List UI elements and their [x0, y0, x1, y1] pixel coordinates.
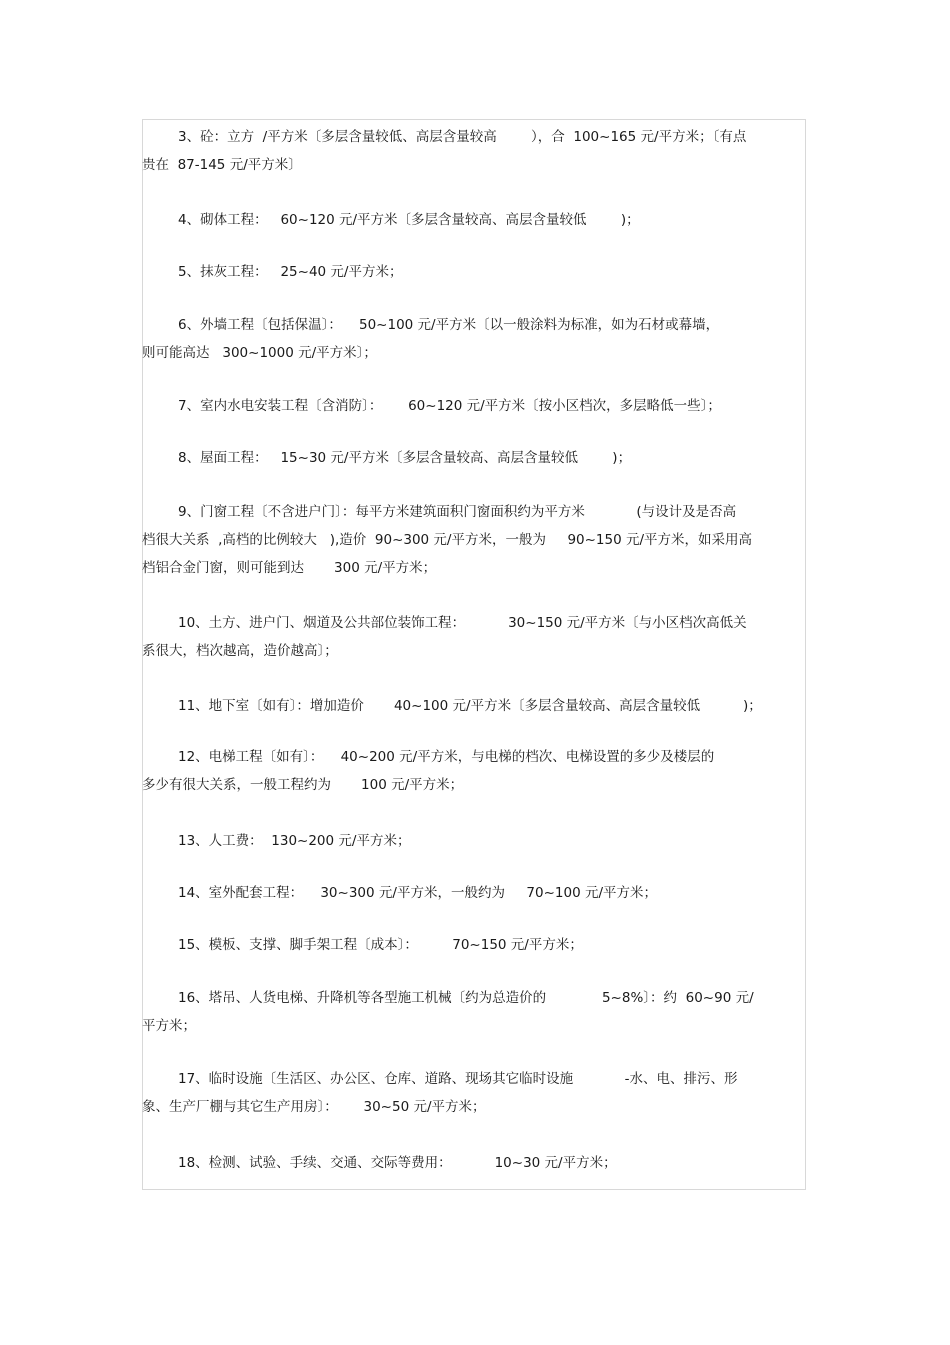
text-line: 4、砌体工程： 60~120 元/平方米〔多层含量较高、高层含量较低 )； [178, 212, 640, 228]
list-item [142, 692, 798, 720]
text-line: 多少有很大关系，一般工程约为 100 元/平方米； [142, 777, 464, 793]
list-item [142, 1149, 798, 1177]
list-item [142, 311, 798, 367]
text-line: 则可能高达 300~1000 元/平方米〕； [142, 345, 377, 361]
text-line: 10、土方、进户门、烟道及公共部位装饰工程： 30~150 元/平方米〔与小区档次高低关 [178, 615, 747, 631]
list-item [142, 392, 798, 420]
text-line: 6、外墙工程〔包括保温〕： 50~100 元/平方米〔以一般涂料为标准，如为石材或幕墙， [178, 317, 720, 333]
list-item [142, 827, 798, 855]
list-item [142, 931, 798, 959]
list-item [142, 258, 798, 286]
list-item [142, 984, 798, 1040]
list-item [142, 1065, 798, 1121]
list-item [142, 123, 798, 179]
text-line: 9、门窗工程〔不含进户门〕：每平方米建筑面积门窗面积约为平方米 (与设计及是否高 [178, 504, 737, 520]
text-line: 系很大，档次越高，造价越高〕； [142, 643, 338, 659]
text-line: 17、临时设施〔生活区、办公区、仓库、道路、现场其它临时设施 -水、电、排污、形 [178, 1071, 738, 1087]
text-line: 5、抹灰工程： 25~40 元/平方米； [178, 264, 403, 280]
text-line: 18、检测、试验、手续、交通、交际等费用： 10~30 元/平方米； [178, 1155, 617, 1171]
list-item [142, 444, 798, 472]
text-line: 14、室外配套工程： 30~300 元/平方米，一般约为 70~100 元/平方米； [178, 885, 657, 901]
text-line: 贵在 87-145 元/平方米〕 [142, 157, 302, 173]
text-line: 16、塔吊、人货电梯、升降机等各型施工机械〔约为总造价的 5~8%〕：约 60~90 元/ [178, 990, 754, 1006]
text-line: 档铝合金门窗，则可能到达 300 元/平方米； [142, 560, 437, 576]
text-line: 8、屋面工程： 15~30 元/平方米〔多层含量较高、高层含量较低 )； [178, 450, 632, 466]
text-line: 档很大关系 ,高档的比例较大 ),造价 90~300 元/平方米，一般为 90~150 元/平方米，如采用高 [142, 532, 753, 548]
text-line: 象、生产厂棚与其它生产用房〕： 30~50 元/平方米； [142, 1099, 486, 1115]
list-item [142, 609, 798, 665]
text-line: 平方米； [142, 1018, 196, 1034]
text-line: 7、室内水电安装工程〔含消防〕： 60~120 元/平方米〔按小区档次，多层略低一些〕； [178, 398, 721, 414]
text-line: 13、人工费： 130~200 元/平方米； [178, 833, 411, 849]
text-line: 3、砼：立方 /平方米〔多层含量较低、高层含量较高 ），合 100~165 元/平方米；〔有点 [178, 129, 747, 145]
list-item [142, 879, 798, 907]
text-line: 15、模板、支撑、脚手架工程〔成本〕： 70~150 元/平方米； [178, 937, 583, 953]
list-item [142, 498, 798, 582]
text-line: 12、电梯工程〔如有〕： 40~200 元/平方米，与电梯的档次、电梯设置的多少及楼层的 [178, 749, 715, 765]
list-item [142, 743, 798, 799]
text-line: 11、地下室〔如有〕：增加造价 40~100 元/平方米〔多层含量较高、高层含量较低 )； [178, 698, 762, 714]
list-item [142, 206, 798, 234]
